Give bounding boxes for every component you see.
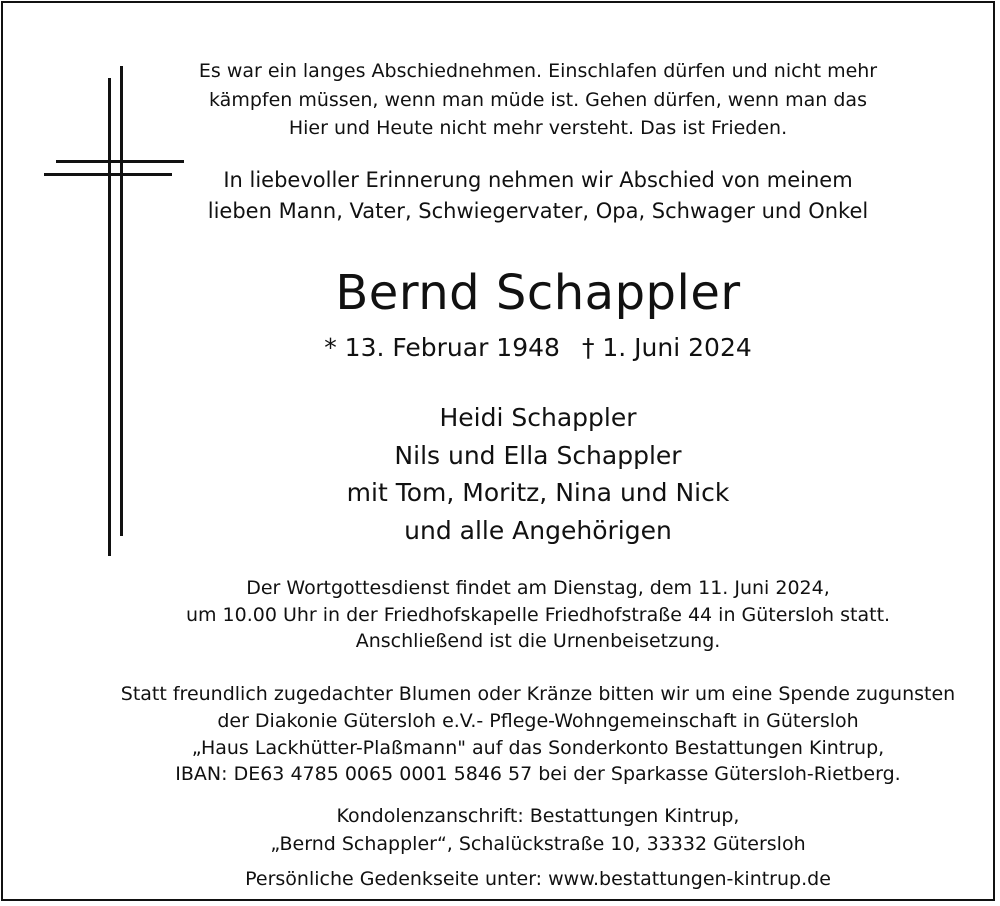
poem [100, 57, 976, 143]
mourner-line: Heidi Schappler [439, 403, 637, 432]
condolence-address [100, 802, 976, 858]
intro-text [100, 165, 976, 227]
service-line: Der Wortgottesdienst findet am Dienstag, dem 11. Juni 2024, [246, 577, 830, 599]
service-line: um 10.00 Uhr in der Friedhofskapelle Friedhofstraße 44 in Gütersloh statt. [185, 603, 891, 626]
condolence-line: Kondolenzanschrift: Bestattungen Kintrup, [336, 805, 740, 827]
intro-line: In liebevoller Erinnerung nehmen wir Abschied von meinem [223, 168, 853, 192]
donation-info [100, 681, 976, 788]
intro-line: lieben Mann, Vater, Schwiegervater, Opa, Schwager und Onkel [207, 199, 869, 223]
mourner-line: und alle Angehörigen [404, 516, 672, 546]
deceased-name: Bernd Schappler [335, 265, 741, 321]
service-line: Anschließend ist die Urnenbeisetzung. [355, 630, 721, 652]
mourner-line: mit Tom, Moritz, Nina und Nick [346, 478, 730, 508]
poem-line: Hier und Heute nicht mehr versteht. Das ist Frieden. [288, 117, 788, 139]
mourner-line: Nils und Ella Schappler [394, 440, 682, 470]
donation-line: IBAN: DE63 4785 0065 0001 5846 57 bei der Sparkasse Gütersloh-Rietberg. [175, 763, 901, 786]
memorial-website: Persönliche Gedenkseite unter: www.bestattungen-kintrup.de [245, 868, 831, 890]
poem-line: kämpfen müssen, wenn man müde ist. Gehen dürfen, wenn man das [209, 88, 867, 111]
death-date: † 1. Juni 2024 [581, 333, 752, 362]
mourners [100, 399, 976, 550]
life-dates [100, 330, 976, 366]
donation-line: „Haus Lackhütter-Plaßmann" auf das Sonderkonto Bestattungen Kintrup, [191, 736, 885, 759]
service-info [100, 575, 976, 655]
condolence-line: „Bernd Schappler“, Schalückstraße 10, 33332 Gütersloh [270, 833, 806, 855]
poem-line: Es war ein langes Abschiednehmen. Einschlafen dürfen und nicht mehr [198, 60, 878, 82]
donation-line: der Diakonie Gütersloh e.V.- Pflege-Wohngemeinschaft in Gütersloh [217, 709, 859, 732]
donation-line: Statt freundlich zugedachter Blumen oder Kränze bitten wir um eine Spende zugunsten [120, 683, 956, 705]
birth-date: * 13. Februar 1948 [324, 333, 560, 362]
